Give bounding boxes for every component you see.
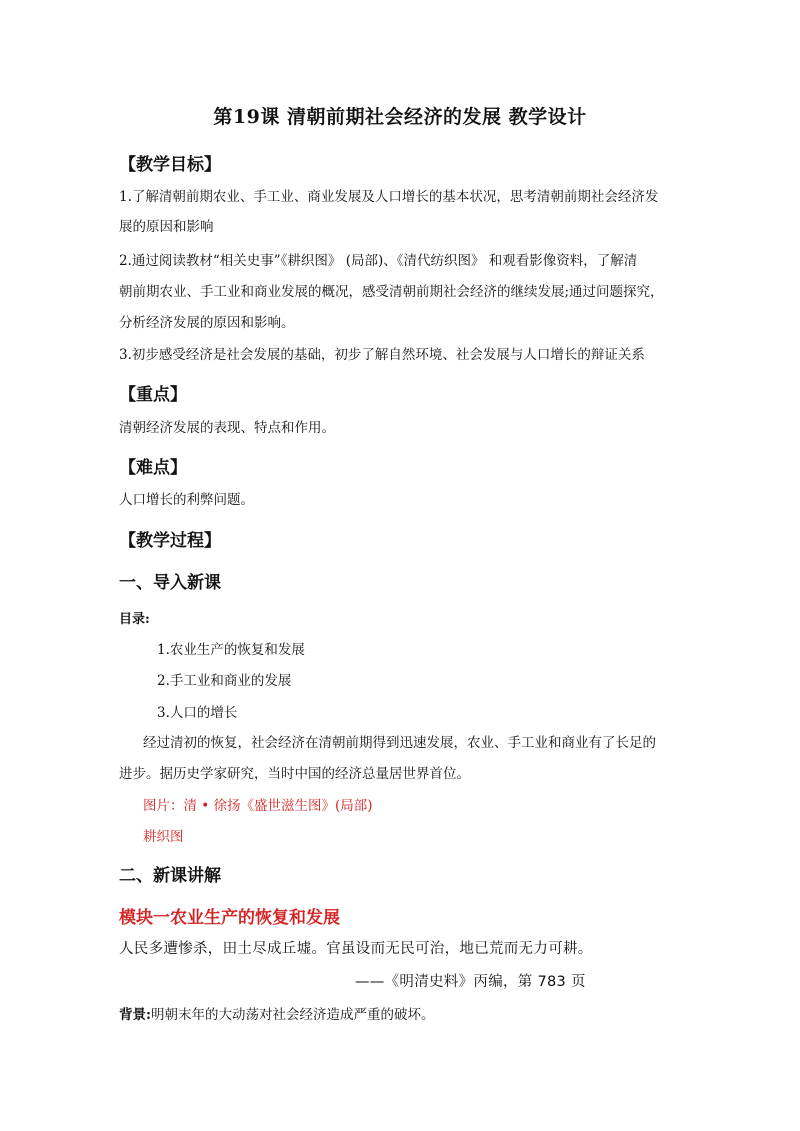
picture-caption: 图片：清 • 徐扬《盛世滋生图》(局部) bbox=[143, 798, 373, 814]
background-line bbox=[119, 1005, 434, 1025]
key-point-heading: 【重点】 bbox=[119, 385, 187, 405]
section-1-heading: 一、导入新课 bbox=[119, 573, 221, 593]
quote-source: ——《明清史料》丙编，第 783 页 bbox=[355, 974, 586, 990]
goal-line-6: 3.初步感受经济是社会发展的基础，初步了解自然环境、社会发展与人口增长的辩证关系 bbox=[119, 347, 645, 363]
background-text: 明朝末年的大动荡对社会经济造成严重的破坏。 bbox=[150, 1007, 435, 1023]
goal-line-2: 展的原因和影响 bbox=[119, 219, 214, 235]
difficulty-heading: 【难点】 bbox=[119, 458, 187, 478]
key-point-text: 清朝经济发展的表现、特点和作用。 bbox=[119, 420, 335, 436]
historical-quote: 人民多遭惨杀，田土尽成丘墟。官虽设而无民可治，地已荒而无力可耕。 bbox=[119, 941, 593, 957]
background-label: 背景: bbox=[119, 1007, 151, 1023]
goal-line-5: 分析经济发展的原因和影响。 bbox=[119, 315, 295, 331]
picture-caption-2: 耕织图 bbox=[143, 829, 184, 845]
intro-paragraph-line-2: 进步。据历史学家研究，当时中国的经济总量居世界首位。 bbox=[119, 766, 470, 782]
toc-item-3: 3.人口的增长 bbox=[157, 705, 238, 721]
goal-line-4: 朝前期农业、手工业和商业发展的概况，感受清朝前期社会经济的继续发展;通过问题探究， bbox=[119, 284, 664, 300]
toc-item-1: 1.农业生产的恢复和发展 bbox=[157, 642, 305, 658]
difficulty-text: 人口增长的利弊问题。 bbox=[119, 492, 254, 508]
module-1-heading: 模块一农业生产的恢复和发展 bbox=[119, 908, 340, 928]
goals-heading: 【教学目标】 bbox=[119, 155, 221, 175]
toc-item-2: 2.手工业和商业的发展 bbox=[157, 673, 292, 689]
intro-paragraph-line-1: 经过清初的恢复，社会经济在清朝前期得到迅速发展，农业、手工业和商业有了长足的 bbox=[143, 735, 656, 751]
section-2-heading: 二、新课讲解 bbox=[119, 866, 221, 886]
process-heading: 【教学过程】 bbox=[119, 531, 221, 551]
document-title: 第19课 清朝前期社会经济的发展 教学设计 bbox=[213, 106, 587, 128]
goal-line-1: 1.了解清朝前期农业、手工业、商业发展及人口增长的基本状况，思考清朝前期社会经济发 bbox=[119, 189, 659, 205]
toc-label: 目录: bbox=[119, 612, 150, 627]
goal-line-3: 2.通过阅读教材“相关史事”《耕织图》 (局部)、《清代纺织图》 和观看影像资料，了解清 bbox=[119, 253, 638, 269]
